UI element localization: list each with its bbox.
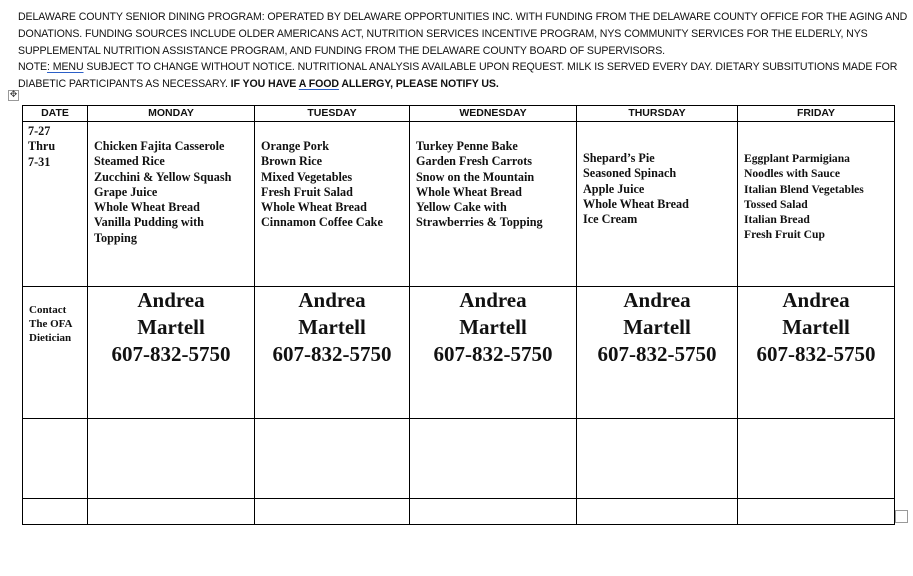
empty-row bbox=[23, 499, 895, 525]
menu-item: Whole Wheat Bread bbox=[416, 184, 522, 199]
empty-cell[interactable] bbox=[23, 419, 88, 499]
tuesday-menu bbox=[255, 122, 410, 287]
header-wednesday: WEDNESDAY bbox=[410, 106, 577, 122]
menu-item: Noodles with Sauce bbox=[744, 167, 840, 181]
menu-item: Brown Rice bbox=[261, 154, 323, 169]
menu-item: Garden Fresh Carrots bbox=[416, 154, 532, 169]
empty-cell[interactable] bbox=[577, 419, 738, 499]
menu-item: Chicken Fajita Casserole bbox=[94, 139, 225, 153]
contact-phone: 607-832-5750 bbox=[597, 342, 717, 366]
contact-last-name: Martell bbox=[459, 315, 527, 339]
date-start: 7-27 bbox=[28, 124, 51, 138]
allergy-bold-underlined: A FOOD bbox=[298, 78, 339, 91]
contact-last-name: Martell bbox=[137, 315, 205, 339]
contact-label-line: Contact bbox=[29, 304, 67, 316]
menu-item: Fresh Fruit Cup bbox=[744, 228, 825, 242]
menu-item: Italian Blend Vegetables bbox=[744, 182, 864, 196]
menu-row bbox=[23, 122, 895, 287]
menu-item: Grape Juice bbox=[94, 184, 158, 199]
contact-phone: 607-832-5750 bbox=[756, 342, 876, 366]
menu-item: Shepard’s Pie bbox=[583, 151, 655, 165]
menu-item: Strawberries & Topping bbox=[416, 215, 543, 230]
empty-cell[interactable] bbox=[23, 499, 88, 525]
menu-item: Steamed Rice bbox=[94, 154, 165, 169]
note-underlined: : MENU bbox=[47, 61, 84, 74]
menu-item: Snow on the Mountain bbox=[416, 169, 535, 184]
intro-line-3: SUPPLEMENTAL NUTRITION ASSISTANCE PROGRAM, AND FUNDING FROM THE DELAWARE COUNTY BOARD OF SUPERVISORS. bbox=[18, 44, 666, 57]
menu-item: Whole Wheat Bread bbox=[583, 196, 689, 211]
note-prefix: NOTE bbox=[18, 61, 48, 74]
allergy-bold-b: ALLERGY, PLEASE NOTIFY US. bbox=[338, 78, 499, 91]
menu-item: Whole Wheat Bread bbox=[261, 200, 367, 215]
header-monday: MONDAY bbox=[88, 106, 255, 122]
contact-row bbox=[23, 287, 895, 419]
empty-cell[interactable] bbox=[255, 419, 410, 499]
monday-menu bbox=[88, 122, 255, 287]
note-rest: SUBJECT TO CHANGE WITHOUT NOTICE. NUTRITIONAL ANALYSIS AVAILABLE UPON REQUEST. MILK IS SERVED EVERY DAY. DIETARY SUBSITUTIONS MADE FOR bbox=[83, 61, 898, 74]
contact-label-cell bbox=[23, 287, 88, 419]
allergy-bold-a: IF YOU HAVE bbox=[230, 78, 299, 91]
menu-item: Orange Pork bbox=[261, 139, 330, 153]
date-cell bbox=[23, 122, 88, 287]
contact-phone: 607-832-5750 bbox=[433, 342, 553, 366]
menu-item: Eggplant Parmigiana bbox=[744, 152, 850, 165]
contact-last-name: Martell bbox=[623, 315, 691, 339]
date-end: 7-31 bbox=[28, 154, 51, 169]
empty-row bbox=[23, 419, 895, 499]
move-icon[interactable]: ✥ bbox=[9, 90, 18, 100]
contact-label-line: Dietician bbox=[29, 332, 72, 344]
resize-icon[interactable] bbox=[895, 510, 908, 523]
empty-cell[interactable] bbox=[255, 499, 410, 525]
intro-text bbox=[18, 9, 908, 93]
header-date: DATE bbox=[23, 106, 88, 122]
intro-line-1: DELAWARE COUNTY SENIOR DINING PROGRAM: OPERATED BY DELAWARE OPPORTUNITIES INC. WITH FUNDING FROM THE DELAWARE COUNTY OFFICE FOR THE AGING AND bbox=[18, 11, 908, 23]
empty-cell[interactable] bbox=[410, 419, 577, 499]
empty-cell[interactable] bbox=[738, 419, 895, 499]
empty-cell[interactable] bbox=[88, 419, 255, 499]
empty-cell[interactable] bbox=[577, 499, 738, 525]
contact-friday bbox=[738, 287, 895, 419]
empty-cell[interactable] bbox=[738, 499, 895, 525]
menu-item: Cinnamon Coffee Cake bbox=[261, 215, 383, 230]
contact-monday bbox=[88, 287, 255, 419]
menu-item: Topping bbox=[94, 230, 137, 245]
contact-phone: 607-832-5750 bbox=[272, 342, 392, 366]
menu-item: Seasoned Spinach bbox=[583, 166, 677, 181]
allergy-line bbox=[18, 76, 898, 93]
menu-item: Italian Bread bbox=[744, 213, 810, 227]
header-friday: FRIDAY bbox=[738, 106, 895, 122]
thursday-menu bbox=[577, 122, 738, 287]
menu-table bbox=[22, 105, 895, 525]
menu-item: Ice Cream bbox=[583, 212, 638, 227]
date-thru: Thru bbox=[28, 139, 56, 154]
contact-thursday bbox=[577, 287, 738, 419]
menu-item: Yellow Cake with bbox=[416, 200, 507, 215]
contact-label-line: The OFA bbox=[29, 318, 73, 330]
intro-line-2: DONATIONS. FUNDING SOURCES INCLUDE OLDER AMERICANS ACT, NUTRITION SERVICES INCENTIVE PROGRAM, NYS COMMUNITY SERVICES FOR THE ELDERLY, NYS bbox=[18, 27, 868, 40]
contact-phone: 607-832-5750 bbox=[111, 342, 231, 366]
contact-first-name: Andrea bbox=[298, 288, 366, 312]
wednesday-menu bbox=[410, 122, 577, 287]
menu-item: Whole Wheat Bread bbox=[94, 200, 200, 215]
contact-first-name: Andrea bbox=[782, 288, 850, 312]
header-tuesday: TUESDAY bbox=[255, 106, 410, 122]
menu-item: Vanilla Pudding with bbox=[94, 215, 204, 230]
contact-last-name: Martell bbox=[782, 315, 850, 339]
menu-item: Apple Juice bbox=[583, 181, 645, 196]
header-thursday: THURSDAY bbox=[577, 106, 738, 122]
contact-wednesday bbox=[410, 287, 577, 419]
friday-menu bbox=[738, 122, 895, 287]
empty-cell[interactable] bbox=[410, 499, 577, 525]
header-row bbox=[23, 106, 895, 122]
menu-item: Fresh Fruit Salad bbox=[261, 184, 353, 199]
empty-cell[interactable] bbox=[88, 499, 255, 525]
menu-item: Mixed Vegetables bbox=[261, 169, 353, 184]
menu-item: Tossed Salad bbox=[744, 197, 808, 211]
note-line bbox=[18, 59, 898, 76]
allergy-plain: DIABETIC PARTICIPANTS AS NECESSARY. bbox=[18, 78, 231, 91]
contact-first-name: Andrea bbox=[623, 288, 691, 312]
contact-first-name: Andrea bbox=[137, 288, 205, 312]
contact-first-name: Andrea bbox=[459, 288, 527, 312]
contact-last-name: Martell bbox=[298, 315, 366, 339]
contact-tuesday bbox=[255, 287, 410, 419]
menu-item: Zucchini & Yellow Squash bbox=[94, 169, 232, 184]
menu-item: Turkey Penne Bake bbox=[416, 139, 518, 153]
